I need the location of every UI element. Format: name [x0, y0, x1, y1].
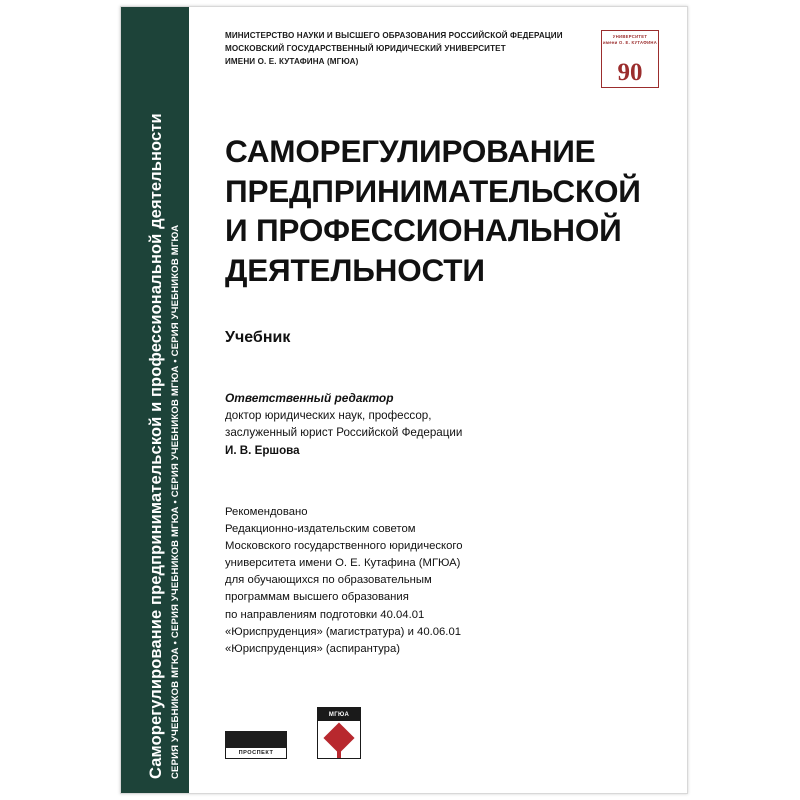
publisher-header — [225, 29, 563, 68]
mgua-logo-icon — [317, 707, 361, 759]
book-cover — [120, 6, 688, 794]
prospekt-publisher-logo-icon — [225, 731, 287, 759]
university-badge-caption-line-2: имени О. Е. КУТАФИНА — [602, 39, 658, 45]
recommendation-block — [225, 504, 659, 658]
recommendation-line-2: Редакционно-издательским советом — [225, 522, 416, 535]
editor-name: И. В. Ершова — [225, 444, 300, 458]
editor-credentials-line-1: доктор юридических наук, профессор, — [225, 408, 432, 422]
mgua-logo-caption: МГЮА — [318, 708, 360, 721]
recommendation-line-7: по направлениям подготовки 40.04.01 — [225, 608, 425, 621]
editor-role: Ответственный редактор — [225, 390, 394, 405]
spine-series-wrap — [121, 7, 189, 794]
book-title — [225, 132, 659, 291]
recommendation-line-4: университета имени О. Е. Кутафина (МГЮА) — [225, 557, 461, 570]
editor-block — [225, 389, 659, 460]
book-title-line-2: ПРЕДПРИНИМАТЕЛЬСКОЙ — [225, 172, 641, 209]
university-badge-caption — [602, 34, 658, 45]
publisher-header-line-2: МОСКОВСКИЙ ГОСУДАРСТВЕННЫЙ ЮРИДИЧЕСКИЙ УНИВЕРСИТЕТ — [225, 44, 506, 54]
university-anniversary-badge-icon — [601, 30, 659, 88]
spine-title: Саморегулирование предпринимательской и профессиональной деятельности — [146, 113, 165, 779]
book-title-line-3: И ПРОФЕССИОНАЛЬНОЙ — [225, 212, 622, 249]
spine-series-text: СЕРИЯ УЧЕБНИКОВ МГЮА • СЕРИЯ УЧЕБНИКОВ МГЮА • СЕРИЯ УЧЕБНИКОВ МГЮА • СЕРИЯ УЧЕБНИКОВ МГЮА — [169, 224, 181, 779]
book-title-line-1: САМОРЕГУЛИРОВАНИЕ — [225, 133, 596, 169]
publisher-header-line-3: ИМЕНИ О. Е. КУТАФИНА (МГЮА) — [225, 57, 359, 67]
book-title-line-4: ДЕЯТЕЛЬНОСТИ — [225, 252, 485, 289]
recommendation-line-8: «Юриспруденция» (магистратура) и 40.06.01 — [225, 625, 462, 638]
prospekt-logo-bar — [225, 731, 287, 748]
university-badge-number: 90 — [617, 59, 643, 86]
book-type-label: Учебник — [225, 328, 291, 346]
mgua-logo-diamond — [323, 722, 354, 753]
recommendation-line-6: программам высшего образования — [225, 591, 409, 604]
publisher-header-row — [225, 29, 659, 88]
university-badge-caption-line-1: УНИВЕРСИТЕТ — [612, 34, 648, 39]
publisher-header-line-1: МИНИСТЕРСТВО НАУКИ И ВЫСШЕГО ОБРАЗОВАНИЯ РОССИЙСКОЙ ФЕДЕРАЦИИ — [225, 31, 563, 40]
spine-inner — [121, 7, 189, 793]
recommendation-line-9: «Юриспруденция» (аспирантура) — [225, 642, 400, 655]
recommendation-line-5: для обучающихся по образовательным — [225, 574, 432, 587]
recommendation-line-1: Рекомендовано — [225, 505, 308, 518]
footer-logos — [225, 707, 361, 759]
recommendation-line-3: Московского государственного юридического — [225, 539, 463, 552]
prospekt-logo-caption: ПРОСПЕКТ — [225, 748, 287, 759]
cover-spine — [121, 7, 189, 793]
cover-content — [189, 7, 687, 793]
editor-credentials-line-2: заслуженный юрист Российской Федерации — [225, 426, 463, 440]
